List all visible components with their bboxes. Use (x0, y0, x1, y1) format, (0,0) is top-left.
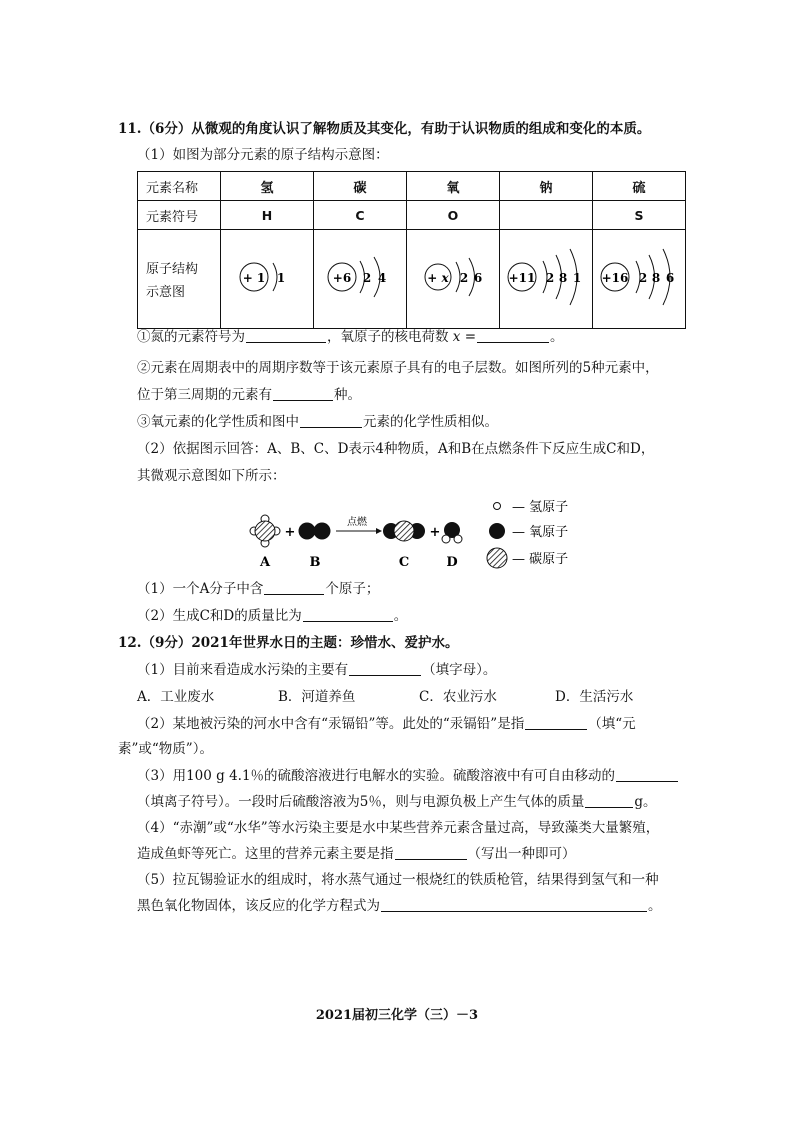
q12-4-line2 (137, 845, 576, 863)
atom-diagram-hydrogen (221, 230, 314, 329)
q11-1-text-a: ①氮的元素符号为 (137, 329, 245, 345)
plus-sign: + (284, 525, 296, 540)
atom-diagram-sodium (500, 230, 593, 329)
q11-2-line2 (137, 386, 361, 404)
q12-4-line1: （4）“赤潮”或“水华”等水污染主要是水中某些营养元素含量过高，导致藻类大量繁殖， (137, 820, 660, 836)
atomic-structure-table (137, 171, 686, 329)
q11-title: 11.（6分）从微观的角度认识了解物质及其变化，有助于认识物质的组成和变化的本质。 (118, 121, 651, 137)
q11-2-text-a: 位于第三周期的元素有 (137, 387, 272, 403)
shell-electrons: 2 (459, 271, 469, 285)
q12-1-text-a: （1）目前来看造成水污染的主要有 (137, 662, 349, 678)
atom-diagram-header-line2: 示意图 (146, 285, 186, 300)
q11-part2-line1: （2）依据图示回答：A、B、C、D表示4种物质，A和B在点燃条件下反应生成C和D， (137, 441, 655, 457)
element-name-cell: 碳 (314, 172, 407, 201)
shell-electrons: 6 (665, 271, 675, 285)
q12-5-line2 (137, 897, 662, 915)
answer-blank[interactable] (395, 845, 467, 860)
q11-part2-line2: 其微观示意图如下所示： (137, 468, 286, 484)
q12-1-text-b: （填字母）。 (422, 662, 497, 678)
answer-blank[interactable] (616, 767, 678, 782)
oxygen-atom-icon (489, 523, 505, 539)
element-name-cell: 钠 (500, 172, 593, 201)
label-d: D (446, 555, 458, 570)
answer-blank[interactable] (525, 715, 587, 730)
shell-electrons: 2 (362, 271, 372, 285)
answer-blank[interactable] (273, 386, 333, 401)
q11-1-equals: = (460, 329, 477, 345)
atom-diagram-header (138, 230, 221, 329)
q12-4-text-a: 造成鱼虾等死亡。这里的营养元素主要是指 (137, 846, 394, 862)
atom-diagram-oxygen (407, 230, 500, 329)
q12-2-line1 (137, 715, 636, 733)
option-b[interactable]: B．河道养鱼 (278, 689, 356, 705)
shell-electrons: 1 (276, 271, 286, 285)
element-name-header: 元素名称 (138, 172, 221, 201)
q12-3-line1 (137, 767, 679, 785)
q12-5-text-b: 。 (648, 898, 662, 914)
nucleus-charge: + x (427, 271, 449, 285)
option-d[interactable]: D．生活污水 (555, 689, 634, 705)
element-name-row (138, 172, 686, 201)
answer-blank[interactable] (381, 897, 647, 912)
element-symbol-row (138, 201, 686, 230)
answer-blank[interactable] (349, 661, 421, 676)
q11-1-end: 。 (550, 329, 564, 345)
atom-diagram-row (138, 230, 686, 329)
q12-title: 12.（9分）2021年世界水日的主题：珍惜水、爱护水。 (118, 635, 459, 651)
shell-electrons: 4 (377, 271, 387, 285)
shell-electrons: 2 (545, 271, 555, 285)
answer-blank[interactable] (246, 328, 326, 343)
atom-legend (484, 496, 604, 576)
element-symbol-cell: H (221, 201, 314, 230)
q12-3-text-c: g。 (634, 794, 657, 810)
q11-part1-intro: （1）如图为部分元素的原子结构示意图： (137, 147, 389, 163)
q11-1-variable: x (452, 329, 461, 345)
shell-electrons: 1 (572, 271, 582, 285)
q11-2-line1: ②元素在周期表中的周期序数等于该元素原子具有的电子层数。如图所列的5种元素中， (137, 360, 659, 376)
shell-electrons: 8 (651, 271, 661, 285)
hydrogen-atom-icon (494, 503, 501, 510)
q11-sub2-text-a: （2）生成C和D的质量比为 (137, 608, 302, 624)
molecule-c (383, 521, 425, 541)
element-name-cell: 氢 (221, 172, 314, 201)
legend-carbon: — 碳原子 (512, 552, 569, 567)
element-symbol-cell: C (314, 201, 407, 230)
label-c: C (398, 555, 410, 570)
element-symbol-cell: S (593, 201, 686, 230)
molecule-b (299, 523, 331, 540)
q12-3-line2 (137, 793, 657, 811)
legend-hydrogen: — 氢原子 (512, 500, 569, 515)
molecule-d (442, 522, 462, 543)
option-a[interactable]: A．工业废水 (137, 689, 215, 705)
nucleus-charge: + 1 (242, 271, 266, 285)
option-c[interactable]: C．农业污水 (419, 689, 497, 705)
legend-oxygen: — 氧原子 (512, 525, 569, 540)
element-symbol-header: 元素符号 (138, 201, 221, 230)
q11-sub2-line (137, 607, 407, 625)
answer-blank[interactable] (303, 607, 393, 622)
q12-1-line (137, 661, 496, 679)
element-name-cell: 氧 (407, 172, 500, 201)
shell-electrons: 6 (473, 271, 483, 285)
q11-sub2-text-b: 。 (393, 608, 408, 624)
q11-sub1-text-a: （1）一个A分子中含 (137, 581, 264, 597)
element-symbol-cell-blank (500, 201, 593, 230)
element-symbol-cell: O (407, 201, 500, 230)
answer-blank[interactable] (264, 580, 324, 595)
q11-sub1-line (137, 580, 379, 598)
plus-sign: + (429, 525, 441, 540)
q11-3-text-b: 元素的化学性质相似。 (363, 414, 498, 430)
shell-electrons: 8 (558, 271, 568, 285)
label-b: B (309, 555, 321, 570)
molecule-a (250, 515, 280, 547)
answer-blank[interactable] (477, 328, 549, 343)
q11-3-line (137, 413, 498, 431)
nucleus-charge: +11 (508, 271, 536, 285)
atom-diagram-header-line1: 原子结构 (146, 262, 199, 277)
q12-3-text-b: （填离子符号）。一段时后硫酸溶液为5％，则与电源负极上产生气体的质量 (137, 794, 585, 810)
q11-3-text-a: ③氧元素的化学性质和图中 (137, 414, 299, 430)
page-footer: 2021届初三化学（三）－3 (315, 1008, 479, 1023)
q12-3-text-a: （3）用100 g 4.1％的硫酸溶液进行电解水的实验。硫酸溶液中有可自由移动的 (137, 768, 616, 784)
element-name-cell: 硫 (593, 172, 686, 201)
q12-5-line1: （5）拉瓦锡验证水的组成时，将水蒸气通过一根烧红的铁质枪管，结果得到氢气和一种 (137, 872, 659, 888)
nucleus-charge: +16 (601, 271, 629, 285)
answer-blank[interactable] (300, 413, 362, 428)
nucleus-charge: +6 (332, 271, 352, 285)
q12-5-text-a: 黑色氧化物固体，该反应的化学方程式为 (137, 898, 380, 914)
label-a: A (259, 555, 271, 570)
reaction-diagram (240, 506, 470, 570)
q11-sub1-text-b: 个原子； (325, 581, 380, 597)
shell-electrons: 2 (638, 271, 648, 285)
reaction-condition: 点燃 (347, 517, 367, 528)
q12-2-text-a: （2）某地被污染的河水中含有“汞镉铅”等。此处的“汞镉铅”是指 (137, 716, 525, 732)
q11-2-text-b: 种。 (334, 387, 361, 403)
q12-4-text-b: （写出一种即可） (467, 846, 576, 862)
q12-2-line2: 素”或“物质”）。 (118, 741, 213, 757)
atom-diagram-sulfur (593, 230, 686, 329)
answer-blank[interactable] (585, 793, 633, 808)
q11-1-text-b: ，氧原子的核电荷数 (327, 329, 449, 345)
carbon-atom-icon (487, 548, 507, 568)
atom-diagram-carbon (314, 230, 407, 329)
q12-2-text-b: （填“元 (588, 716, 636, 732)
q11-1-line (137, 328, 564, 346)
